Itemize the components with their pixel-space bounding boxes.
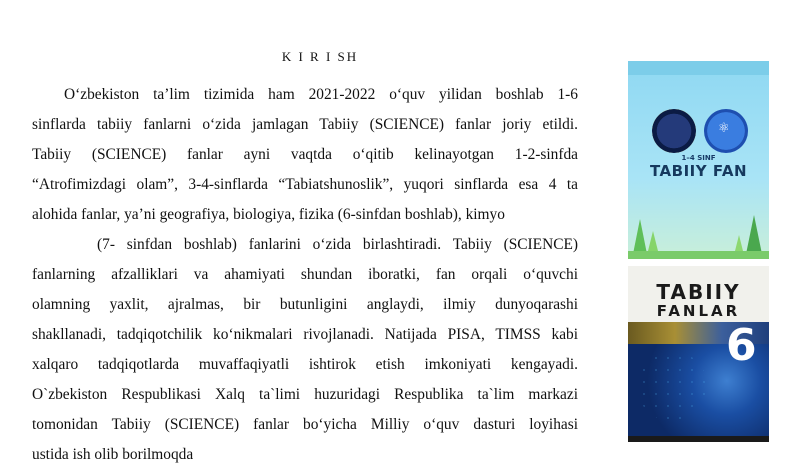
emblem-icon	[652, 109, 696, 153]
text-line: Tabiiy (SCIENCE) fanlar ayni vaqtda o‘qitib kelinayotgan 1-2-sinfda	[32, 146, 578, 163]
text-line: shakllanadi, tadqiqotchilik ko‘nikmalari rivojlanadi. Natijada PISA, TIMSS kabi	[32, 326, 578, 343]
body-text	[32, 80, 578, 463]
text-line: O‘zbekiston ta’lim tizimida ham 2021-2022 o‘quv yilidan boshlab 1-6	[64, 86, 578, 103]
cover-band	[628, 61, 769, 75]
text-line: olamning yaxlit, ajralmas, bir butunligini anglaydi, ilmiy dunyoqarashi	[32, 296, 578, 313]
cover-ground	[628, 251, 769, 259]
cover-grade: 1–4 SINF	[681, 154, 716, 162]
text-line: sinflarda tabiiy fanlarni o‘zida jamlagan Tabiiy (SCIENCE) fanlar joriy etildi.	[32, 116, 578, 133]
text-line: “Atrofimizdagi olam”, 3-4-sinflarda “Tabiatshunoslik”, yuqori sinflarda esa 4 ta	[32, 176, 578, 193]
book-cover-tabiiy-fan	[628, 61, 769, 259]
text-line: xalqaro tadqiqotlarda muvaffaqiyatli ishtirok etish imkoniyati kengayadi.	[32, 356, 578, 373]
text-line: tomonidan Tabiiy (SCIENCE) fanlar bo‘yicha Milliy o‘quv dasturi loyihasi	[32, 416, 578, 433]
virus-illustration-icon	[638, 352, 708, 422]
cover-footer	[628, 436, 769, 442]
section-heading: K I R I SH	[281, 49, 359, 64]
text-line: (7- sinfdan boshlab) fanlarini o‘zida birlashtiradi. Tabiiy (SCIENCE)	[97, 236, 578, 253]
cover-title: TABIIY FAN	[649, 162, 748, 180]
cover-emblems	[648, 109, 753, 155]
book-cover-tabiiy-fanlar-6	[628, 266, 769, 442]
science-logo-icon: ⚛	[704, 109, 748, 153]
text-line: O`zbekiston Respublikasi Xalq ta`limi huzuridagi Respublika ta`lim markazi	[32, 386, 578, 403]
cover-grade-number: 6	[726, 320, 757, 371]
text-line: fanlarning afzalliklari va ahamiyati shundan iboratki, fan orqali o‘quvchi	[32, 266, 578, 283]
cover-title-line1: TABIIY	[656, 280, 741, 304]
text-line: alohida fanlar, ya’ni geografiya, biologiya, fizika (6-sinfdan boshlab), kimyo	[32, 206, 505, 223]
text-line: ustida ish olib borilmoqda	[32, 446, 194, 463]
cover-title-line2: FANLAR	[656, 302, 741, 320]
